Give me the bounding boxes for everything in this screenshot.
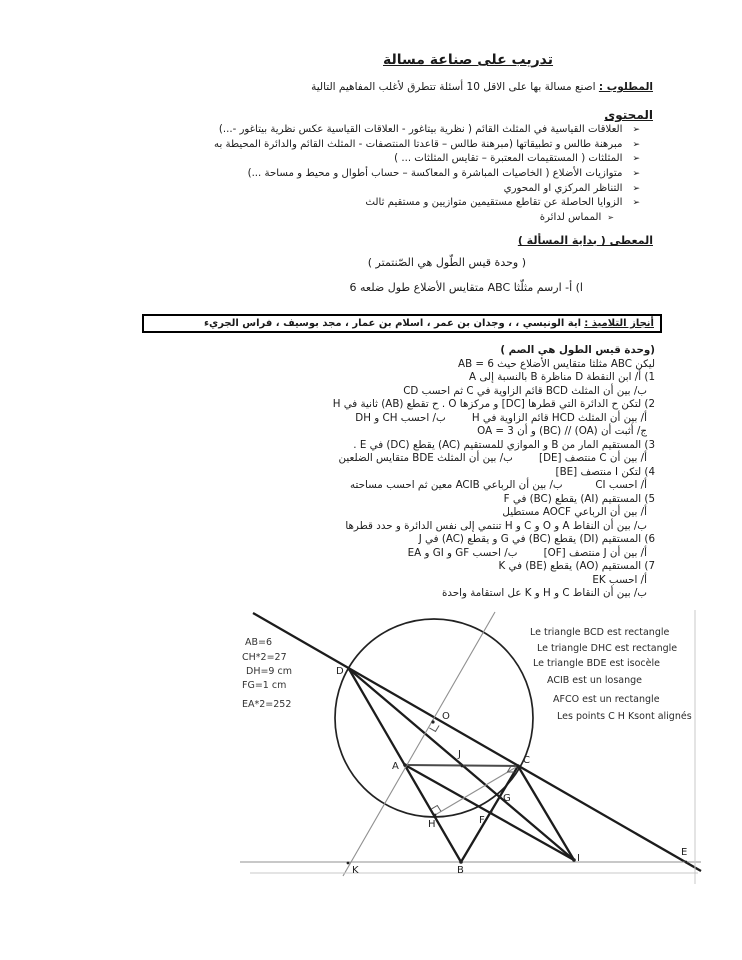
list-item-text: المماس لدائرة [539, 212, 602, 224]
note-chk-alignes: Les points C H Ksont alignés [557, 711, 692, 722]
requirement-line [311, 81, 653, 93]
requirement-text: اصنع مسالة بها على الاقل 10 أسئلة تتطرق لأغلب المفاهيم التالية [311, 81, 596, 93]
first-question: ا) أ- ارسم مثلّثا ABC متقايس الأضلاع طول ضلعه 6 [349, 281, 583, 294]
solution-line: 3) المستقيم المار من B و الموازي للمستقيم (AC) يقطع (DC) في E . [353, 438, 655, 451]
solution-line: (وحدة قيس الطول هي الصم ) [500, 344, 655, 356]
line-dab [349, 669, 461, 862]
solution-line: 2) لتكن ح الدائرة التي قطرها [DC] و مركزها O . ح تقطع (AB) ثانية في H [332, 398, 655, 410]
list-item-text: التناظر المركزي او المحوري [503, 182, 623, 194]
measurement-fg: FG=1 cm [242, 680, 287, 691]
list-item [214, 183, 640, 198]
solution-line: 5) المستقيم (AI) يقطع (BC) في F [503, 492, 655, 505]
solution-line: أ/ احسب EK [592, 573, 647, 586]
solution-line: ج/ أثبت أن (OA) // (BC) و أن OA = 3 [477, 425, 647, 437]
point-label-I: I [577, 853, 580, 864]
students-names: اية الونيسي ، ، وجدان بن عمر ، اسلام بن عمار ، مجد بوسيف ، فراس الجريء [203, 318, 582, 329]
solution-line: أ/ احسب CI ب/ بين أن الرباعي ACIB معين ثم احسب مساحته [349, 479, 647, 491]
point-label-F: F [479, 815, 485, 826]
arrow-bullet-icon: ➢ [632, 154, 640, 165]
right-angle-at-C [507, 766, 514, 772]
measurement-ab: AB=6 [245, 637, 273, 648]
line-cb [461, 766, 518, 862]
solution-line: ب/ بين أن النقاط A و O و C و H تنتمي إلى نفس الدائرة و حدد قطرها [345, 519, 647, 532]
measurement-ea: EA*2=252 [242, 699, 292, 710]
students-box [142, 314, 662, 333]
solution-block [333, 344, 655, 601]
solution-line: 7) المستقيم (AO) يقطع (BE) في K [498, 560, 655, 572]
point-label-H: H [428, 819, 436, 830]
solution-line: 6) المستقيم (DI) يقطع (BC) في G و يقطع (AC) في J [418, 533, 655, 545]
arrow-bullet-icon: ➢ [632, 125, 640, 135]
solution-line: 4) لتكن I منتصف [BE] [555, 465, 655, 478]
point-label-D: D [336, 666, 344, 677]
list-item [214, 168, 640, 183]
line-ai [405, 765, 574, 860]
measurement-dh: DH=9 cm [246, 666, 292, 677]
measurement-ch: CH*2=27 [242, 652, 287, 663]
point-label-A: A [392, 761, 399, 772]
arrow-bullet-icon: ➢ [632, 139, 640, 150]
point-label-K: K [352, 865, 359, 876]
page-title: تدريب على صناعة مسالة [383, 52, 554, 68]
list-item [214, 124, 640, 139]
circle-dc [335, 619, 533, 817]
note-afco-rectangle: AFCO est un rectangle [553, 694, 660, 705]
line-ci [518, 766, 574, 860]
solution-line: ليكن ABC مثلثا متقايس الأضلاع حيث AB = 6 [458, 357, 655, 370]
arrow-bullet-icon: ➢ [632, 169, 640, 180]
point-label-B: B [457, 865, 464, 876]
line-di [349, 669, 574, 860]
solution-line: ب/ بين أن النقاط C و H و K عل استقامة واحدة [442, 587, 647, 599]
note-acib-losange: ACIB est un losange [547, 675, 643, 686]
arrow-bullet-icon: ➢ [632, 198, 640, 209]
students-box-label: أنجاز التلاميذ : [584, 318, 654, 329]
list-item [214, 153, 640, 168]
note-bcd-rectangle: Le triangle BCD est rectangle [530, 627, 670, 638]
point-label-C: C [523, 755, 530, 766]
list-item-text: العلاقات القياسية في المثلث القائم ( نظرية بيتاغور - العلاقات القياسية عكس نظرية بيتاغور -...) [218, 124, 623, 135]
list-item [214, 139, 640, 154]
line-kao [343, 612, 495, 876]
solution-line: أ/ بين أن المثلث HCD قائم الزاوية في H ب/ احسب CH و DH [355, 411, 647, 424]
segment-ac [405, 765, 518, 766]
concept-list [214, 124, 640, 227]
list-item-text: الزوايا الحاصلة عن تقاطع مستقيمين متوازيين و مستقيم ثالث [365, 197, 623, 209]
arrow-bullet-icon: ➢ [632, 183, 640, 194]
unit-line: ( وحدة قيس الطّول هي الصّنتمتر ) [367, 256, 526, 269]
solution-line: أ/ بين أن الرباعي AOCF مستطيل [502, 506, 647, 518]
solution-line: ب/ بين أن المثلث BCD قائم الزاوية في C ثم احسب CD [403, 384, 647, 397]
list-item-text: المثلثات ( المستقيمات المعتبرة – تقايس المثلثات ... ) [394, 153, 623, 165]
solution-line: أ/ بين أن C منتصف [DE] ب/ بين أن المثلث BDE متقايس الضلعين [338, 452, 647, 464]
right-angle-at-H [431, 806, 441, 812]
point-label-O: O [442, 711, 450, 722]
list-item [214, 212, 614, 227]
list-item-text: مبرهنة طالس و تطبيقاتها (مبرهنة طالس – قاعدتا المنتصفات - المثلث القائم والدائرة المحيطة به [213, 138, 623, 150]
given-heading: المعطى ( بداية المسألة ) [517, 234, 653, 247]
list-item [214, 197, 640, 212]
solution-line: أ/ بين أن J منتصف [OF] ب/ احسب GF و GI و EA [407, 546, 647, 559]
content-heading: المحتوى [604, 108, 653, 122]
point-label-J: J [458, 749, 461, 760]
note-dhc-rectangle: Le triangle DHC est rectangle [537, 643, 678, 654]
solution-line: 1) أ/ ابن النقطة D مناظرة B بالنسبة إلى A [469, 371, 655, 383]
arrow-bullet-icon: ➢ [607, 213, 614, 223]
point-label-E: E [681, 847, 688, 858]
segment-hc [435, 766, 518, 815]
point-label-G: G [503, 793, 511, 804]
requirement-label: المطلوب : [598, 81, 653, 93]
note-bde-isocele: Le triangle BDE est isocèle [533, 658, 660, 669]
list-item-text: متوازيات الأضلاع ( الخاصيات المباشرة و المعاكسة – حساب أطوال و محيط و مساحة ...) [247, 168, 623, 180]
right-angle-at-O [429, 726, 439, 732]
